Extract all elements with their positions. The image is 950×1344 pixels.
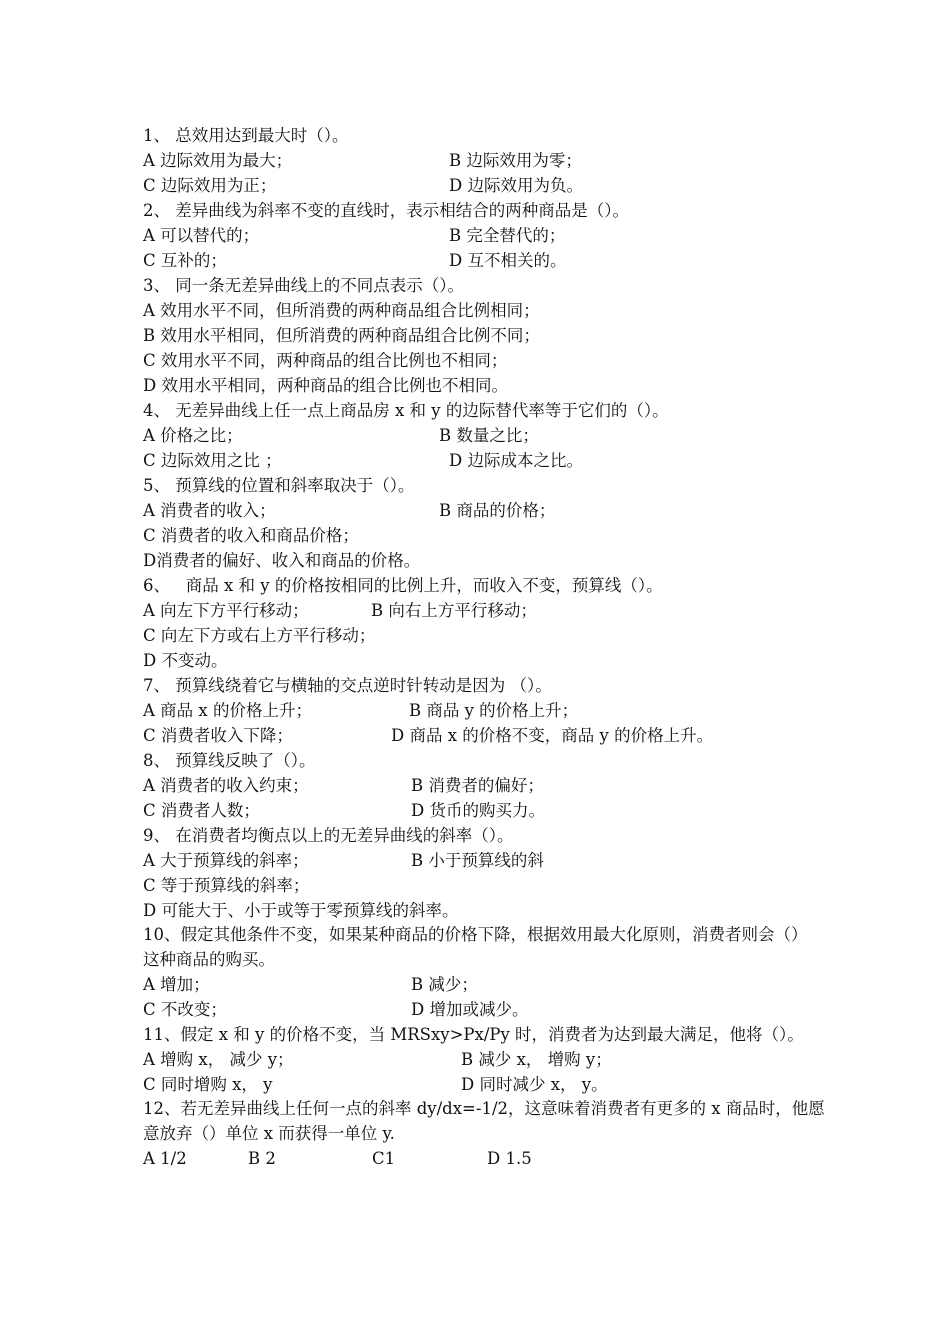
question-stem: 10、假定其他条件不变，如果某种商品的价格下降，根据效用最大化原则，消费者则会（） — [143, 925, 808, 944]
option-text: B 完全替代的； — [449, 226, 566, 245]
option-text: A 1/2 — [143, 1149, 187, 1168]
option-text: 这种商品的购买。 — [143, 950, 275, 969]
option-row — [143, 1047, 833, 1072]
option-text: B 边际效用为零； — [449, 151, 582, 170]
option-row — [143, 698, 833, 723]
option-text: D 同时减少 x， y。 — [461, 1075, 608, 1094]
option-row — [143, 648, 833, 673]
option-text: C 向左下方或右上方平行移动； — [143, 626, 376, 645]
option-text: D 互不相关的。 — [449, 251, 567, 270]
option-row — [143, 373, 833, 398]
option-row — [143, 1072, 833, 1097]
question-stem: 12、若无差异曲线上任何一点的斜率 dy/dx=-1/2，这意味着消费者有更多的 x 商品时，他愿 — [143, 1099, 825, 1118]
option-row — [143, 323, 833, 348]
option-text: D 边际效用为负。 — [449, 176, 583, 195]
option-text: B 向右上方平行移动； — [371, 601, 537, 620]
option-text: C 消费者的收入和商品价格； — [143, 526, 359, 545]
question-stem: 3、 同一条无差异曲线上的不同点表示（）。 — [143, 276, 464, 295]
option-row — [143, 498, 833, 523]
option-text: D 边际成本之比。 — [449, 451, 583, 470]
option-row — [143, 173, 833, 198]
option-text: 意放弃（）单位 x 而获得一单位 y. — [143, 1124, 395, 1143]
option-row — [143, 947, 833, 972]
option-row — [143, 348, 833, 373]
option-text: D 可能大于、小于或等于零预算线的斜率。 — [143, 901, 459, 920]
option-row — [143, 798, 833, 823]
option-text: D 商品 x 的价格不变，商品 y 的价格上升。 — [391, 726, 714, 745]
question-stem: 7、 预算线绕着它与横轴的交点逆时针转动是因为 （）。 — [143, 676, 552, 695]
option-text: C 不改变； — [143, 1000, 227, 1019]
option-text: D 效用水平相同，两种商品的组合比例也不相同。 — [143, 376, 508, 395]
option-text: C 等于预算线的斜率； — [143, 876, 310, 895]
option-text: B 减少； — [411, 975, 478, 994]
option-text: C1 — [372, 1149, 396, 1168]
option-text: A 效用水平不同，但所消费的两种商品组合比例相同； — [143, 301, 540, 320]
option-text: A 大于预算线的斜率； — [143, 851, 309, 870]
question-list — [143, 123, 833, 1171]
option-text: A 消费者的收入； — [143, 501, 276, 520]
option-row — [143, 248, 833, 273]
option-row — [143, 298, 833, 323]
option-row — [143, 148, 833, 173]
option-text: A 价格之比； — [143, 426, 243, 445]
option-row — [143, 873, 833, 898]
option-row — [143, 623, 833, 648]
option-row — [143, 223, 833, 248]
option-text: A 向左下方平行移动； — [143, 601, 309, 620]
option-row — [143, 972, 833, 997]
option-text: A 商品 x 的价格上升； — [143, 701, 312, 720]
option-row — [143, 773, 833, 798]
option-row — [143, 723, 833, 748]
option-row — [143, 548, 833, 573]
option-text: B 商品的价格； — [439, 501, 556, 520]
option-text: A 增购 x， 减少 y； — [143, 1050, 294, 1069]
question-stem: 6、 商品 x 和 y 的价格按相同的比例上升，而收入不变，预算线（）。 — [143, 576, 663, 595]
option-text: C 边际效用为正； — [143, 176, 277, 195]
option-text: C 同时增购 x， y — [143, 1075, 273, 1094]
question-stem: 8、 预算线反映了（）。 — [143, 751, 316, 770]
option-text: B 消费者的偏好； — [411, 776, 544, 795]
option-row — [143, 523, 833, 548]
question-stem: 4、 无差异曲线上任一点上商品房 x 和 y 的边际替代率等于它们的（）。 — [143, 401, 669, 420]
option-text: A 可以替代的； — [143, 226, 260, 245]
question-stem: 1、 总效用达到最大时（）。 — [143, 126, 349, 145]
option-text: B 效用水平相同，但所消费的两种商品组合比例不同； — [143, 326, 540, 345]
option-text: A 边际效用为最大； — [143, 151, 293, 170]
option-text: B 2 — [248, 1149, 276, 1168]
option-text: D 增加或减少。 — [411, 1000, 529, 1019]
question-stem: 2、 差异曲线为斜率不变的直线时，表示相结合的两种商品是（）。 — [143, 201, 629, 220]
option-row — [143, 423, 833, 448]
option-text: D 1.5 — [487, 1149, 532, 1168]
option-row — [143, 598, 833, 623]
option-row — [143, 997, 833, 1022]
option-text: A 消费者的收入约束； — [143, 776, 309, 795]
question-stem: 11、假定 x 和 y 的价格不变，当 MRSxy>Px/Py 时，消费者为达到最大满足，他将（）。 — [143, 1025, 804, 1044]
option-row — [143, 448, 833, 473]
option-text: C 效用水平不同，两种商品的组合比例也不相同； — [143, 351, 508, 370]
option-text: B 小于预算线的斜 — [411, 851, 544, 870]
option-text: C 互补的； — [143, 251, 227, 270]
option-text: B 减少 x， 增购 y； — [461, 1050, 612, 1069]
question-stem: 9、 在消费者均衡点以上的无差异曲线的斜率（）。 — [143, 826, 514, 845]
option-row — [143, 1121, 833, 1146]
option-text: C 消费者人数； — [143, 801, 260, 820]
option-text: D消费者的偏好、收入和商品的价格。 — [143, 551, 421, 570]
option-text: C 消费者收入下降； — [143, 726, 293, 745]
option-text: C 边际效用之比 ； — [143, 451, 282, 470]
question-stem: 5、 预算线的位置和斜率取决于（）。 — [143, 476, 415, 495]
option-text: B 数量之比； — [439, 426, 539, 445]
option-text: D 不变动。 — [143, 651, 228, 670]
option-text: D 货币的购买力。 — [411, 801, 545, 820]
option-row — [143, 848, 833, 873]
option-row — [143, 898, 833, 923]
option-text: A 增加； — [143, 975, 210, 994]
option-text: B 商品 y 的价格上升； — [409, 701, 579, 720]
option-row — [143, 1146, 833, 1171]
